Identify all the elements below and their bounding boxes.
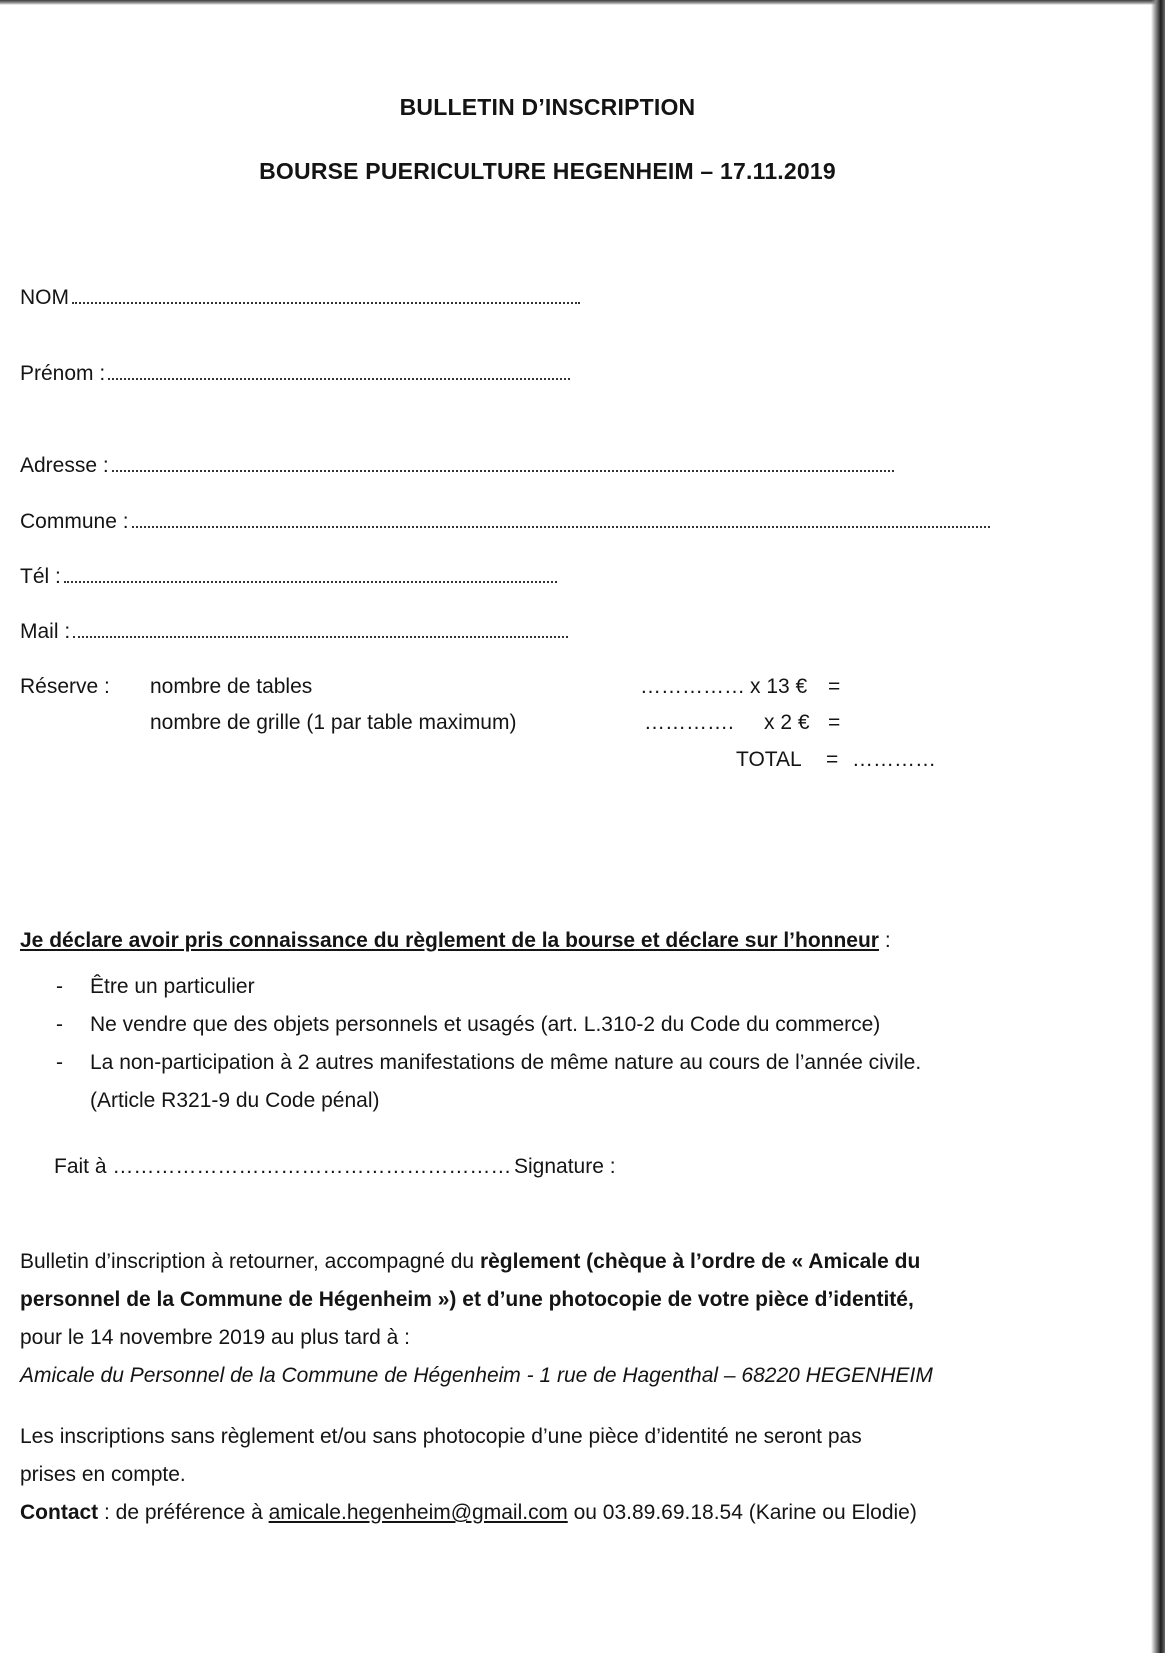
declaration-heading-colon: : <box>878 929 891 952</box>
reservation-tables-equals: = <box>828 675 841 698</box>
contact-label: Contact <box>20 1501 99 1524</box>
reservation-tables-price: x 13 € <box>750 675 808 698</box>
field-prenom[interactable] <box>20 362 570 386</box>
signature-label: Signature : <box>514 1155 616 1178</box>
list-dash: - <box>56 975 63 998</box>
list-item-text: Être un particulier <box>90 975 255 998</box>
reservation-grille-item: nombre de grille (1 par table maximum) <box>150 711 517 734</box>
list-item-text: La non-participation à 2 autres manifestations de même nature au cours de l’année civile. <box>90 1051 922 1074</box>
list-item <box>56 1006 1096 1044</box>
field-tel[interactable] <box>20 565 557 589</box>
return-info-line1 <box>20 1243 920 1281</box>
field-prenom-dots <box>108 376 570 380</box>
field-commune-dots <box>132 524 990 528</box>
scan-right-edge <box>1151 0 1165 1653</box>
list-item <box>56 968 1096 1006</box>
field-adresse-dots <box>112 468 894 472</box>
document-title: BULLETIN D’INSCRIPTION <box>399 94 696 120</box>
field-nom[interactable] <box>20 286 580 310</box>
reservation-total-value[interactable]: ………… <box>852 748 936 771</box>
reservation-tables-item: nombre de tables <box>150 675 313 698</box>
return-info-line1-text: Bulletin d’inscription à retourner, accompagné du <box>20 1250 480 1273</box>
reservation-grille-quantity[interactable]: …………. <box>644 711 734 734</box>
fait-a-field[interactable] <box>54 1155 511 1179</box>
list-item-text: Ne vendre que des objets personnels et usagés (art. L.310-2 du Code du commerce) <box>90 1013 881 1036</box>
field-mail-label: Mail : <box>20 620 71 643</box>
document-subtitle: BOURSE PUERICULTURE HEGENHEIM – 17.11.2019 <box>259 158 836 184</box>
contact-line <box>20 1494 917 1532</box>
list-dash: - <box>56 1051 63 1074</box>
fait-a-label: Fait à <box>54 1155 107 1178</box>
notice-line1: Les inscriptions sans règlement et/ou sans photocopie d’une pièce d’identité ne seront pas <box>20 1425 862 1448</box>
field-prenom-label: Prénom : <box>20 362 106 385</box>
reservation-grille-price: x 2 € <box>764 711 810 734</box>
list-dash: - <box>56 1013 63 1036</box>
declaration-note-text: (Article R321-9 du Code pénal) <box>90 1089 380 1112</box>
contact-text-before: : de préférence à <box>98 1501 269 1524</box>
reservation-total-equals: = <box>826 748 839 771</box>
field-adresse-label: Adresse : <box>20 454 109 477</box>
reservation-label: Réserve : <box>20 675 110 698</box>
field-tel-dots <box>64 579 557 583</box>
scan-top-edge <box>0 0 1165 5</box>
declaration-heading-text: Je déclare avoir pris connaissance du règlement de la bourse et déclare sur l’honneur <box>20 929 879 952</box>
reservation-total-label: TOTAL <box>736 748 802 771</box>
field-mail-dots <box>73 634 568 638</box>
field-adresse[interactable] <box>20 454 894 478</box>
field-mail[interactable] <box>20 620 568 644</box>
list-item <box>56 1044 1096 1082</box>
declaration-note <box>56 1082 1096 1120</box>
field-nom-label: NOM <box>20 286 69 309</box>
notice-line2: prises en compte. <box>20 1463 186 1486</box>
return-info-line2: personnel de la Commune de Hégenheim ») et d’une photocopie de votre pièce d’identité, <box>20 1288 914 1311</box>
fait-a-dots: ………………………………………………… <box>112 1155 512 1178</box>
return-info-line3: pour le 14 novembre 2019 au plus tard à : <box>20 1326 410 1349</box>
declaration-list <box>56 968 1096 1120</box>
reservation-grille-equals: = <box>828 711 841 734</box>
field-commune-label: Commune : <box>20 510 129 533</box>
field-nom-dots <box>72 300 580 304</box>
field-tel-label: Tél : <box>20 565 61 588</box>
return-address: Amicale du Personnel de la Commune de Hégenheim - 1 rue de Hagenthal – 68220 HEGENHEIM <box>20 1364 933 1387</box>
contact-email-link[interactable]: amicale.hegenheim@gmail.com <box>268 1501 568 1524</box>
reservation-tables-quantity[interactable]: …………… <box>640 675 745 698</box>
return-info-line1-bold: règlement (chèque à l’ordre de « Amicale du <box>479 1250 921 1273</box>
contact-text-after: ou 03.89.69.18.54 (Karine ou Elodie) <box>567 1501 917 1524</box>
declaration-heading <box>20 929 891 953</box>
field-commune[interactable] <box>20 510 990 534</box>
